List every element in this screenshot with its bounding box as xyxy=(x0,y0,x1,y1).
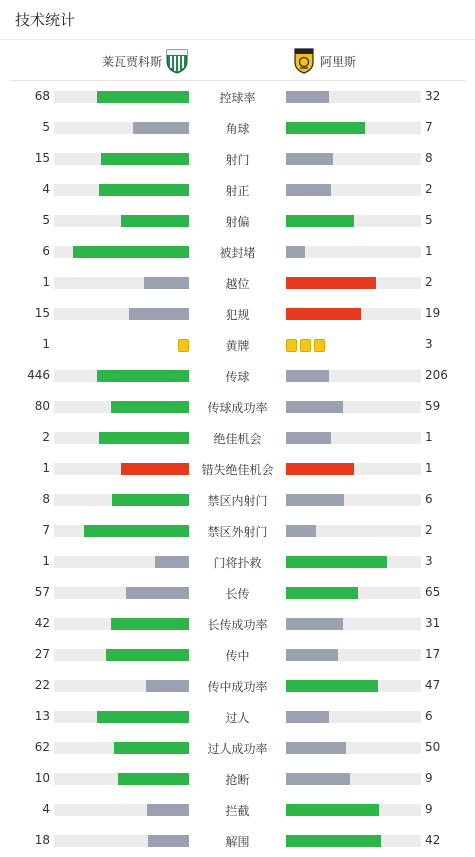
away-bar xyxy=(286,804,379,816)
home-track xyxy=(54,432,189,444)
away-value: 31 xyxy=(425,616,441,630)
away-value: 3 xyxy=(425,337,433,351)
stat-row xyxy=(0,763,475,794)
home-value: 42 xyxy=(34,616,50,630)
home-track xyxy=(54,277,189,289)
away-track xyxy=(286,804,421,816)
stat-label: 拦截 xyxy=(225,804,250,818)
stat-row xyxy=(0,608,475,639)
home-value: 15 xyxy=(34,306,50,320)
away-track xyxy=(286,432,421,444)
stat-label: 控球率 xyxy=(219,91,256,105)
away-bar xyxy=(286,184,331,196)
stat-row xyxy=(0,298,475,329)
stat-row xyxy=(0,267,475,298)
stat-row xyxy=(0,484,475,515)
away-track xyxy=(286,835,421,847)
away-track xyxy=(286,153,421,165)
stat-row xyxy=(0,639,475,670)
home-bar xyxy=(111,401,189,413)
home-bar xyxy=(106,649,189,661)
home-value: 68 xyxy=(34,89,50,103)
stat-row xyxy=(0,174,475,205)
away-bar xyxy=(286,494,344,506)
stat-label: 传球 xyxy=(225,370,250,384)
stat-label: 错失绝佳机会 xyxy=(201,463,274,477)
home-track xyxy=(54,370,189,382)
away-bar xyxy=(286,649,338,661)
away-track xyxy=(286,215,421,227)
away-track xyxy=(286,494,421,506)
away-track xyxy=(286,587,421,599)
away-track xyxy=(286,401,421,413)
away-bar xyxy=(286,91,329,103)
home-value: 62 xyxy=(34,740,50,754)
home-track xyxy=(54,835,189,847)
away-value: 6 xyxy=(425,709,433,723)
home-bar xyxy=(97,91,189,103)
home-bar xyxy=(146,680,189,692)
away-value: 1 xyxy=(425,461,433,475)
stat-label: 门将扑救 xyxy=(213,556,262,570)
home-track xyxy=(54,494,189,506)
home-yellow-cards xyxy=(178,339,189,352)
stat-row xyxy=(0,422,475,453)
away-track xyxy=(286,308,421,320)
away-value: 2 xyxy=(425,182,433,196)
home-bar xyxy=(147,804,189,816)
home-value: 4 xyxy=(42,802,50,816)
yellow-card-icon xyxy=(286,339,297,352)
home-bar xyxy=(97,711,189,723)
stat-row xyxy=(0,329,475,360)
home-value: 4 xyxy=(42,182,50,196)
yellow-card-icon xyxy=(314,339,325,352)
home-bar xyxy=(73,246,189,258)
away-track xyxy=(286,649,421,661)
away-bar xyxy=(286,742,346,754)
stat-label: 过人 xyxy=(225,711,250,725)
home-bar xyxy=(121,463,189,475)
away-bar xyxy=(286,618,343,630)
home-bar xyxy=(114,742,189,754)
home-value: 7 xyxy=(42,523,50,537)
home-bar xyxy=(155,556,189,568)
away-value: 5 xyxy=(425,213,433,227)
home-value: 1 xyxy=(42,461,50,475)
away-value: 6 xyxy=(425,492,433,506)
away-track xyxy=(286,91,421,103)
away-bar xyxy=(286,277,376,289)
page-title: 技术统计 xyxy=(15,11,76,29)
away-track xyxy=(286,525,421,537)
home-bar xyxy=(144,277,189,289)
yellow-card-icon xyxy=(300,339,311,352)
home-value: 10 xyxy=(34,771,50,785)
away-value: 2 xyxy=(425,275,433,289)
home-value: 6 xyxy=(42,244,50,258)
home-track xyxy=(54,525,189,537)
away-bar xyxy=(286,370,329,382)
stat-row xyxy=(0,515,475,546)
home-value: 13 xyxy=(34,709,50,723)
stat-label: 射偏 xyxy=(225,215,250,229)
home-value: 1 xyxy=(42,337,50,351)
home-bar xyxy=(101,153,189,165)
stat-row xyxy=(0,701,475,732)
home-value: 5 xyxy=(42,120,50,134)
home-bar xyxy=(121,215,189,227)
away-team[interactable] xyxy=(294,48,356,74)
home-bar xyxy=(97,370,189,382)
away-value: 8 xyxy=(425,151,433,165)
away-bar xyxy=(286,153,333,165)
home-track xyxy=(54,215,189,227)
away-value: 206 xyxy=(425,368,448,382)
home-team-name: 莱瓦贾科斯 xyxy=(101,54,162,69)
stat-label: 禁区外射门 xyxy=(207,525,268,539)
away-track xyxy=(286,742,421,754)
home-bar xyxy=(111,618,189,630)
home-bar xyxy=(99,432,189,444)
stat-row xyxy=(0,112,475,143)
home-track xyxy=(54,153,189,165)
away-value: 17 xyxy=(425,647,441,661)
away-track xyxy=(286,122,421,134)
home-bar xyxy=(112,494,189,506)
home-value: 2 xyxy=(42,430,50,444)
home-track xyxy=(54,401,189,413)
yellow-card-icon xyxy=(178,339,189,352)
away-value: 9 xyxy=(425,802,433,816)
stat-row xyxy=(0,670,475,701)
home-bar xyxy=(126,587,189,599)
home-track xyxy=(54,680,189,692)
away-bar xyxy=(286,525,316,537)
home-bar xyxy=(129,308,189,320)
home-track xyxy=(54,308,189,320)
stat-label: 传球成功率 xyxy=(207,401,268,415)
away-track xyxy=(286,184,421,196)
away-value: 50 xyxy=(425,740,441,754)
away-value: 59 xyxy=(425,399,441,413)
stat-label: 射正 xyxy=(225,184,250,198)
away-bar xyxy=(286,215,354,227)
home-team[interactable] xyxy=(102,48,188,74)
stat-row xyxy=(0,391,475,422)
stat-row xyxy=(0,81,475,112)
away-bar xyxy=(286,463,354,475)
stat-label: 禁区内射门 xyxy=(207,494,268,508)
home-team-crest-icon xyxy=(166,48,188,74)
home-bar xyxy=(84,525,189,537)
stat-label: 绝佳机会 xyxy=(213,432,262,446)
home-value: 22 xyxy=(34,678,50,692)
away-value: 2 xyxy=(425,523,433,537)
stat-row xyxy=(0,143,475,174)
stat-row xyxy=(0,577,475,608)
home-track xyxy=(54,804,189,816)
home-track xyxy=(54,91,189,103)
stats-list xyxy=(0,81,475,856)
away-bar xyxy=(286,432,331,444)
home-value: 1 xyxy=(42,275,50,289)
away-team-name: 阿里斯 xyxy=(320,54,357,69)
home-track xyxy=(54,587,189,599)
home-value: 80 xyxy=(34,399,50,413)
away-track xyxy=(286,246,421,258)
away-bar xyxy=(286,401,343,413)
home-track xyxy=(54,773,189,785)
stat-row xyxy=(0,205,475,236)
away-team-crest-icon xyxy=(294,48,314,74)
home-value: 1 xyxy=(42,554,50,568)
away-bar xyxy=(286,308,361,320)
stat-label: 黄牌 xyxy=(225,339,250,353)
home-track xyxy=(54,742,189,754)
stat-row xyxy=(0,825,475,856)
away-bar xyxy=(286,556,387,568)
away-bar xyxy=(286,835,381,847)
home-value: 15 xyxy=(34,151,50,165)
home-track xyxy=(54,184,189,196)
stat-row xyxy=(0,794,475,825)
stat-row xyxy=(0,546,475,577)
stat-label: 射门 xyxy=(225,153,250,167)
away-value: 65 xyxy=(425,585,441,599)
home-bar xyxy=(118,773,189,785)
away-track xyxy=(286,773,421,785)
away-value: 32 xyxy=(425,89,441,103)
away-bar xyxy=(286,680,378,692)
away-value: 1 xyxy=(425,430,433,444)
stat-label: 传中成功率 xyxy=(207,680,268,694)
away-value: 9 xyxy=(425,771,433,785)
away-track xyxy=(286,618,421,630)
stat-row xyxy=(0,732,475,763)
away-bar xyxy=(286,773,350,785)
away-value: 3 xyxy=(425,554,433,568)
away-yellow-cards xyxy=(286,339,325,352)
home-value: 446 xyxy=(27,368,50,382)
home-track xyxy=(54,649,189,661)
stat-row xyxy=(0,453,475,484)
stat-label: 解围 xyxy=(225,835,250,849)
stat-row xyxy=(0,236,475,267)
home-value: 8 xyxy=(42,492,50,506)
stat-row xyxy=(0,360,475,391)
home-bar xyxy=(133,122,189,134)
away-track xyxy=(286,680,421,692)
away-value: 42 xyxy=(425,833,441,847)
header xyxy=(0,0,475,40)
home-value: 27 xyxy=(34,647,50,661)
stat-label: 长传成功率 xyxy=(207,618,268,632)
away-track xyxy=(286,277,421,289)
stat-label: 犯规 xyxy=(225,308,250,322)
home-bar xyxy=(148,835,189,847)
home-value: 57 xyxy=(34,585,50,599)
away-bar xyxy=(286,711,329,723)
away-value: 47 xyxy=(425,678,441,692)
home-bar xyxy=(99,184,189,196)
away-bar xyxy=(286,246,305,258)
stat-label: 角球 xyxy=(225,122,250,136)
stat-label: 抢断 xyxy=(225,773,250,787)
home-track xyxy=(54,246,189,258)
away-track xyxy=(286,711,421,723)
away-value: 1 xyxy=(425,244,433,258)
stat-label: 越位 xyxy=(225,277,250,291)
away-bar xyxy=(286,587,358,599)
away-value: 7 xyxy=(425,120,433,134)
home-track xyxy=(54,711,189,723)
stat-label: 过人成功率 xyxy=(207,742,268,756)
home-value: 18 xyxy=(34,833,50,847)
away-bar xyxy=(286,122,365,134)
away-track xyxy=(286,556,421,568)
stat-label: 传中 xyxy=(225,649,250,663)
home-track xyxy=(54,122,189,134)
home-track xyxy=(54,463,189,475)
stat-label: 长传 xyxy=(225,587,250,601)
away-track xyxy=(286,370,421,382)
home-track xyxy=(54,556,189,568)
away-track xyxy=(286,463,421,475)
stat-label: 被封堵 xyxy=(219,246,256,260)
home-track xyxy=(54,618,189,630)
away-value: 19 xyxy=(425,306,441,320)
home-value: 5 xyxy=(42,213,50,227)
teams-header xyxy=(9,40,466,81)
